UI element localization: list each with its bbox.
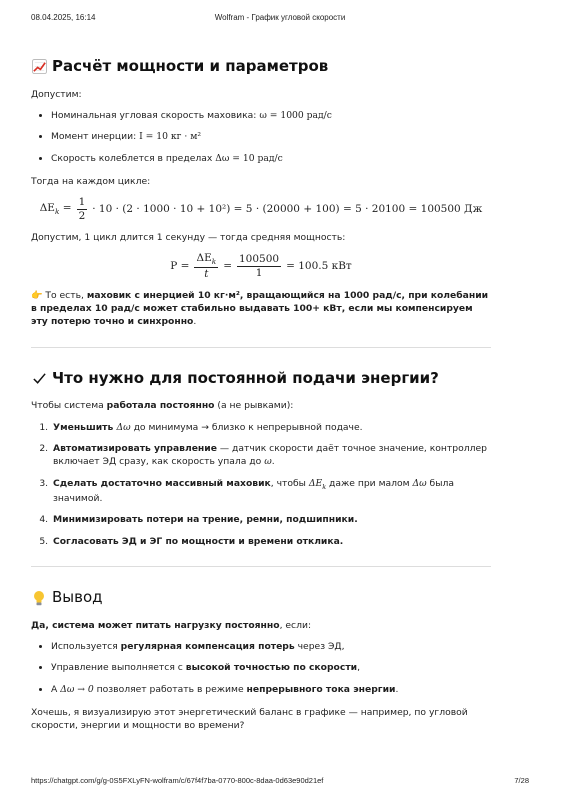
section-heading-conclusion — [31, 587, 491, 609]
section-title: Вывод — [52, 587, 103, 606]
math-omega: ω = 1000 рад/с — [259, 110, 332, 122]
section-title: Что нужно для постоянной подачи энергии? — [52, 368, 439, 387]
list-item: • Управление выполняется с высокой точностью по скорости, — [51, 661, 491, 674]
section-heading-requirements — [31, 368, 491, 390]
message-content — [31, 56, 491, 741]
divider — [31, 347, 491, 348]
assume-text: Допустим: — [31, 88, 82, 100]
page-number: 7/28 — [514, 776, 529, 785]
conclusion-intro: Да, система может питать нагрузку постоянно, если: — [31, 619, 312, 631]
requirements-list — [31, 421, 491, 548]
chart-increasing-icon — [31, 59, 47, 75]
requirements-intro: Чтобы система работала постоянно (а не рывками): — [31, 400, 294, 412]
math-inertia: I = 10 кг · м² — [139, 131, 202, 143]
list-item: 5. Согласовать ЭД и ЭГ по мощности и времени отклика. — [51, 535, 491, 548]
closing-question: Хочешь, я визуализирую этот энергетический баланс в графике — например, по угловой скорости, энергии и мощности во времени? — [31, 706, 468, 732]
formula-energy: $\Delta E_k$ = $\frac{1}{2}$ · 10 · (2 · 1000 · 10 + 10²) = 5 · (20000 + 100) = 5 · 20100 = 100500 Дж — [39, 196, 483, 223]
list-item: • Используется регулярная компенсация потерь через ЭД, — [51, 640, 491, 653]
list-item: 2. Автоматизировать управление — датчик скорости даёт точное значение, контроллер включает ЭД сразу, как скорость упала до ω. — [51, 442, 491, 469]
check-mark-icon — [31, 370, 47, 386]
list-item: • Момент инерции: I = 10 кг · м² — [51, 130, 491, 143]
light-bulb-icon — [31, 590, 47, 606]
list-item: • Номинальная угловая скорость маховика: ω = 1000 рад/с — [51, 109, 491, 122]
print-title: Wolfram - График угловой скорости — [214, 13, 346, 22]
list-item: 4. Минимизировать потери на трение, ремни, подшипники. — [51, 513, 491, 526]
print-url: https://chatgpt.com/g/g-0S5FXLyFN-wolfram/c/67f4f7ba-0770-800c-8daa-0d63e90d21ef — [31, 776, 324, 785]
list-item: • А Δω → 0 позволяет работать в режиме непрерывного тока энергии. — [51, 683, 491, 696]
cycle-intro: Тогда на каждом цикле: — [31, 176, 151, 188]
print-date: 08.04.2025, 16:14 — [31, 13, 96, 22]
list-item: 1. Уменьшить Δω до минимума → близко к непрерывной подаче. — [51, 421, 491, 434]
divider — [31, 566, 491, 567]
section-heading-power — [31, 56, 491, 78]
list-item: 3. Сделать достаточно массивный маховик, чтобы $\Delta E_k$ даже при малом Δω была значимой. — [51, 477, 491, 506]
math-delta-omega: Δω = 10 рад/с — [215, 152, 283, 164]
section-title: Расчёт мощности и параметров — [52, 57, 329, 75]
list-item: • Скорость колеблется в пределах Δω = 10 рад/с — [51, 152, 491, 165]
power-intro: Допустим, 1 цикл длится 1 секунду — тогда средняя мощность: — [31, 231, 346, 243]
conclusion-list — [31, 640, 491, 696]
formula-power: P = $\frac{\Delta E_k}{t}$ = $\frac{100500}{1}$ = 100.5 кВт — [170, 252, 352, 280]
assumption-list — [31, 109, 491, 165]
conclusion-text: 👉 То есть, маховик с инерцией 10 кг·м², вращающийся на 1000 рад/с, при колебании в пределах 10 рад/с может стабильно выдавать 100+ кВт, если мы компенсируем эту потерю точно и синхронно. — [31, 289, 489, 328]
